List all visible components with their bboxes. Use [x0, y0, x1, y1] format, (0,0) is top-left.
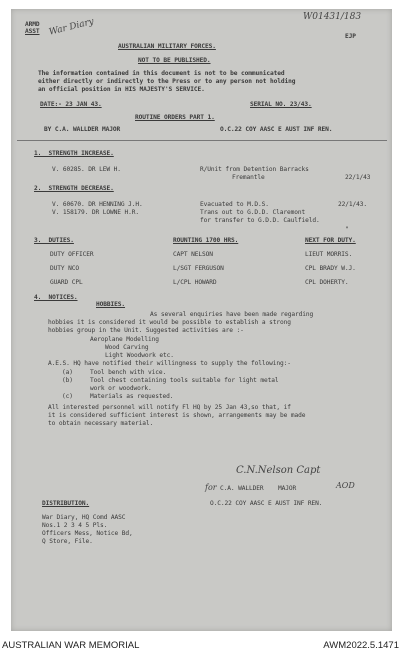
closing-line-1: All interested personnel will notify Fl HQ by 25 Jan 43,so that, if: [48, 404, 291, 411]
duty-role: DUTY OFFICER: [50, 251, 94, 258]
section-1-date: 22/1/43: [345, 174, 371, 181]
duty-next: LIEUT MORRIS.: [305, 251, 353, 258]
hobbies-heading: HOBBIES.: [96, 301, 126, 308]
handwritten-for: for: [205, 483, 217, 492]
document-title: AUSTRALIAN MILITARY FORCES.: [118, 43, 216, 50]
aes-notice: A.E.S. HQ have notified their willingness to supply the following:-: [48, 360, 291, 367]
section-2-entry-2-desc-2: for transfer to G.D.D. Caulfield.: [200, 217, 320, 224]
orders-title: ROUTINE ORDERS PART 1.: [135, 114, 215, 121]
divider-rule: [17, 140, 387, 141]
signature-name: C.A. WALLDER MAJOR: [220, 485, 297, 492]
handwritten-war-diary: War Diary: [48, 16, 95, 38]
top-right-code: EJP: [345, 33, 356, 40]
hobbies-para-2: hobbies it is considered it would be possible to establish a strong: [48, 319, 291, 326]
duty-current: CAPT NELSON: [173, 251, 213, 258]
notice-line-3: an official position in HIS MAJESTY'S SERVICE.: [38, 86, 205, 93]
oc-line: O.C.22 COY AASC E AUST INF REN.: [220, 126, 333, 133]
item-key: (b): [62, 377, 73, 384]
section-2-entry-1-desc: Evacuated to M.D.S.: [200, 201, 269, 208]
item-text: work or woodwork.: [90, 385, 152, 392]
handwritten-suffix: AOD: [336, 481, 355, 490]
distribution-title: DISTRIBUTION.: [42, 500, 90, 507]
reference-number: W01431/183: [303, 12, 362, 22]
duty-role: DUTY NCO: [50, 265, 80, 272]
duty-current: L/CPL HOWARD: [173, 279, 217, 286]
section-1-title: 1. STRENGTH INCREASE.: [34, 150, 114, 157]
hobbies-para-1: As several enquiries have been made regarding: [150, 311, 314, 318]
activity-item: Wood Carving: [105, 344, 149, 351]
item-key: (c): [62, 393, 73, 400]
footer-accession: AWM2022.5.1471: [323, 640, 399, 651]
activity-item: Aeroplane Modelling: [90, 336, 159, 343]
notice-line-1: The information contained in this document is not to be communicated: [38, 70, 285, 77]
duty-next: CPL DOHERTY.: [305, 279, 349, 286]
section-2-entry-1: V. 60670. DR HENNING J.H.: [52, 201, 143, 208]
order-serial: SERIAL NO. 23/43.: [250, 101, 312, 108]
section-1-desc-2: Fremantle: [232, 174, 265, 181]
by-line: BY C.A. WALLDER MAJOR: [44, 126, 121, 133]
ditto-mark: ": [345, 226, 349, 233]
left-code-2: ASST: [25, 28, 40, 35]
duties-next-header: NEXT FOR DUTY.: [305, 237, 356, 244]
section-2-entry-2: V. 158179. DR LOWNE H.R.: [52, 209, 140, 216]
item-text: Materials as requested.: [90, 393, 174, 400]
distribution-line: Officers Mess, Notice Bd,: [42, 530, 133, 537]
order-date: DATE:- 23 JAN 43.: [40, 101, 102, 108]
footer-source: AUSTRALIAN WAR MEMORIAL: [2, 640, 140, 651]
duty-next: CPL BRADY W.J.: [305, 265, 356, 272]
section-1-desc-1: R/Unit from Detention Barracks: [200, 166, 309, 173]
section-2-entry-2-desc-1: Trans out to G.D.D. Claremont: [200, 209, 306, 216]
section-3-title: 3. DUTIES.: [34, 237, 74, 244]
section-4-title: 4. NOTICES.: [34, 294, 78, 301]
duty-role: GUARD CPL: [50, 279, 83, 286]
not-published: NOT TO BE PUBLISHED.: [138, 57, 211, 64]
section-2-entry-1-date: 22/1/43.: [338, 201, 368, 208]
closing-line-2: it is considered sufficient interest is shown, arrangements may be made: [48, 412, 306, 419]
signature-oc-line: O.C.22 COY AASC E AUST INF REN.: [210, 500, 323, 507]
distribution-line: Nos.1 2 3 4 5 Pls.: [42, 522, 108, 529]
hobbies-para-3: hobbies group in the Unit. Suggested activities are :-: [48, 327, 244, 334]
section-1-entry: V. 60285. DR LEW H.: [52, 166, 121, 173]
distribution-line: War Diary, HQ Comd AASC: [42, 514, 126, 521]
item-key: (a): [62, 369, 73, 376]
archive-footer: [0, 636, 403, 653]
left-code-1: ARMD: [25, 21, 40, 28]
closing-line-3: to obtain necessary material.: [48, 420, 154, 427]
duties-current-header: ROUNTING 1700 HRS.: [173, 237, 239, 244]
distribution-line: Q Store, File.: [42, 538, 93, 545]
item-text: Tool bench with vice.: [90, 369, 167, 376]
section-2-title: 2. STRENGTH DECREASE.: [34, 185, 114, 192]
handwritten-signature: C.N.Nelson Capt: [236, 465, 321, 476]
duty-current: L/SGT FERGUSON: [173, 265, 224, 272]
activity-item: Light Woodwork etc.: [105, 352, 174, 359]
item-text: Tool chest containing tools suitable for light metal: [90, 377, 279, 384]
notice-line-2: either directly or indirectly to the Press or to any person not holding: [38, 78, 296, 85]
